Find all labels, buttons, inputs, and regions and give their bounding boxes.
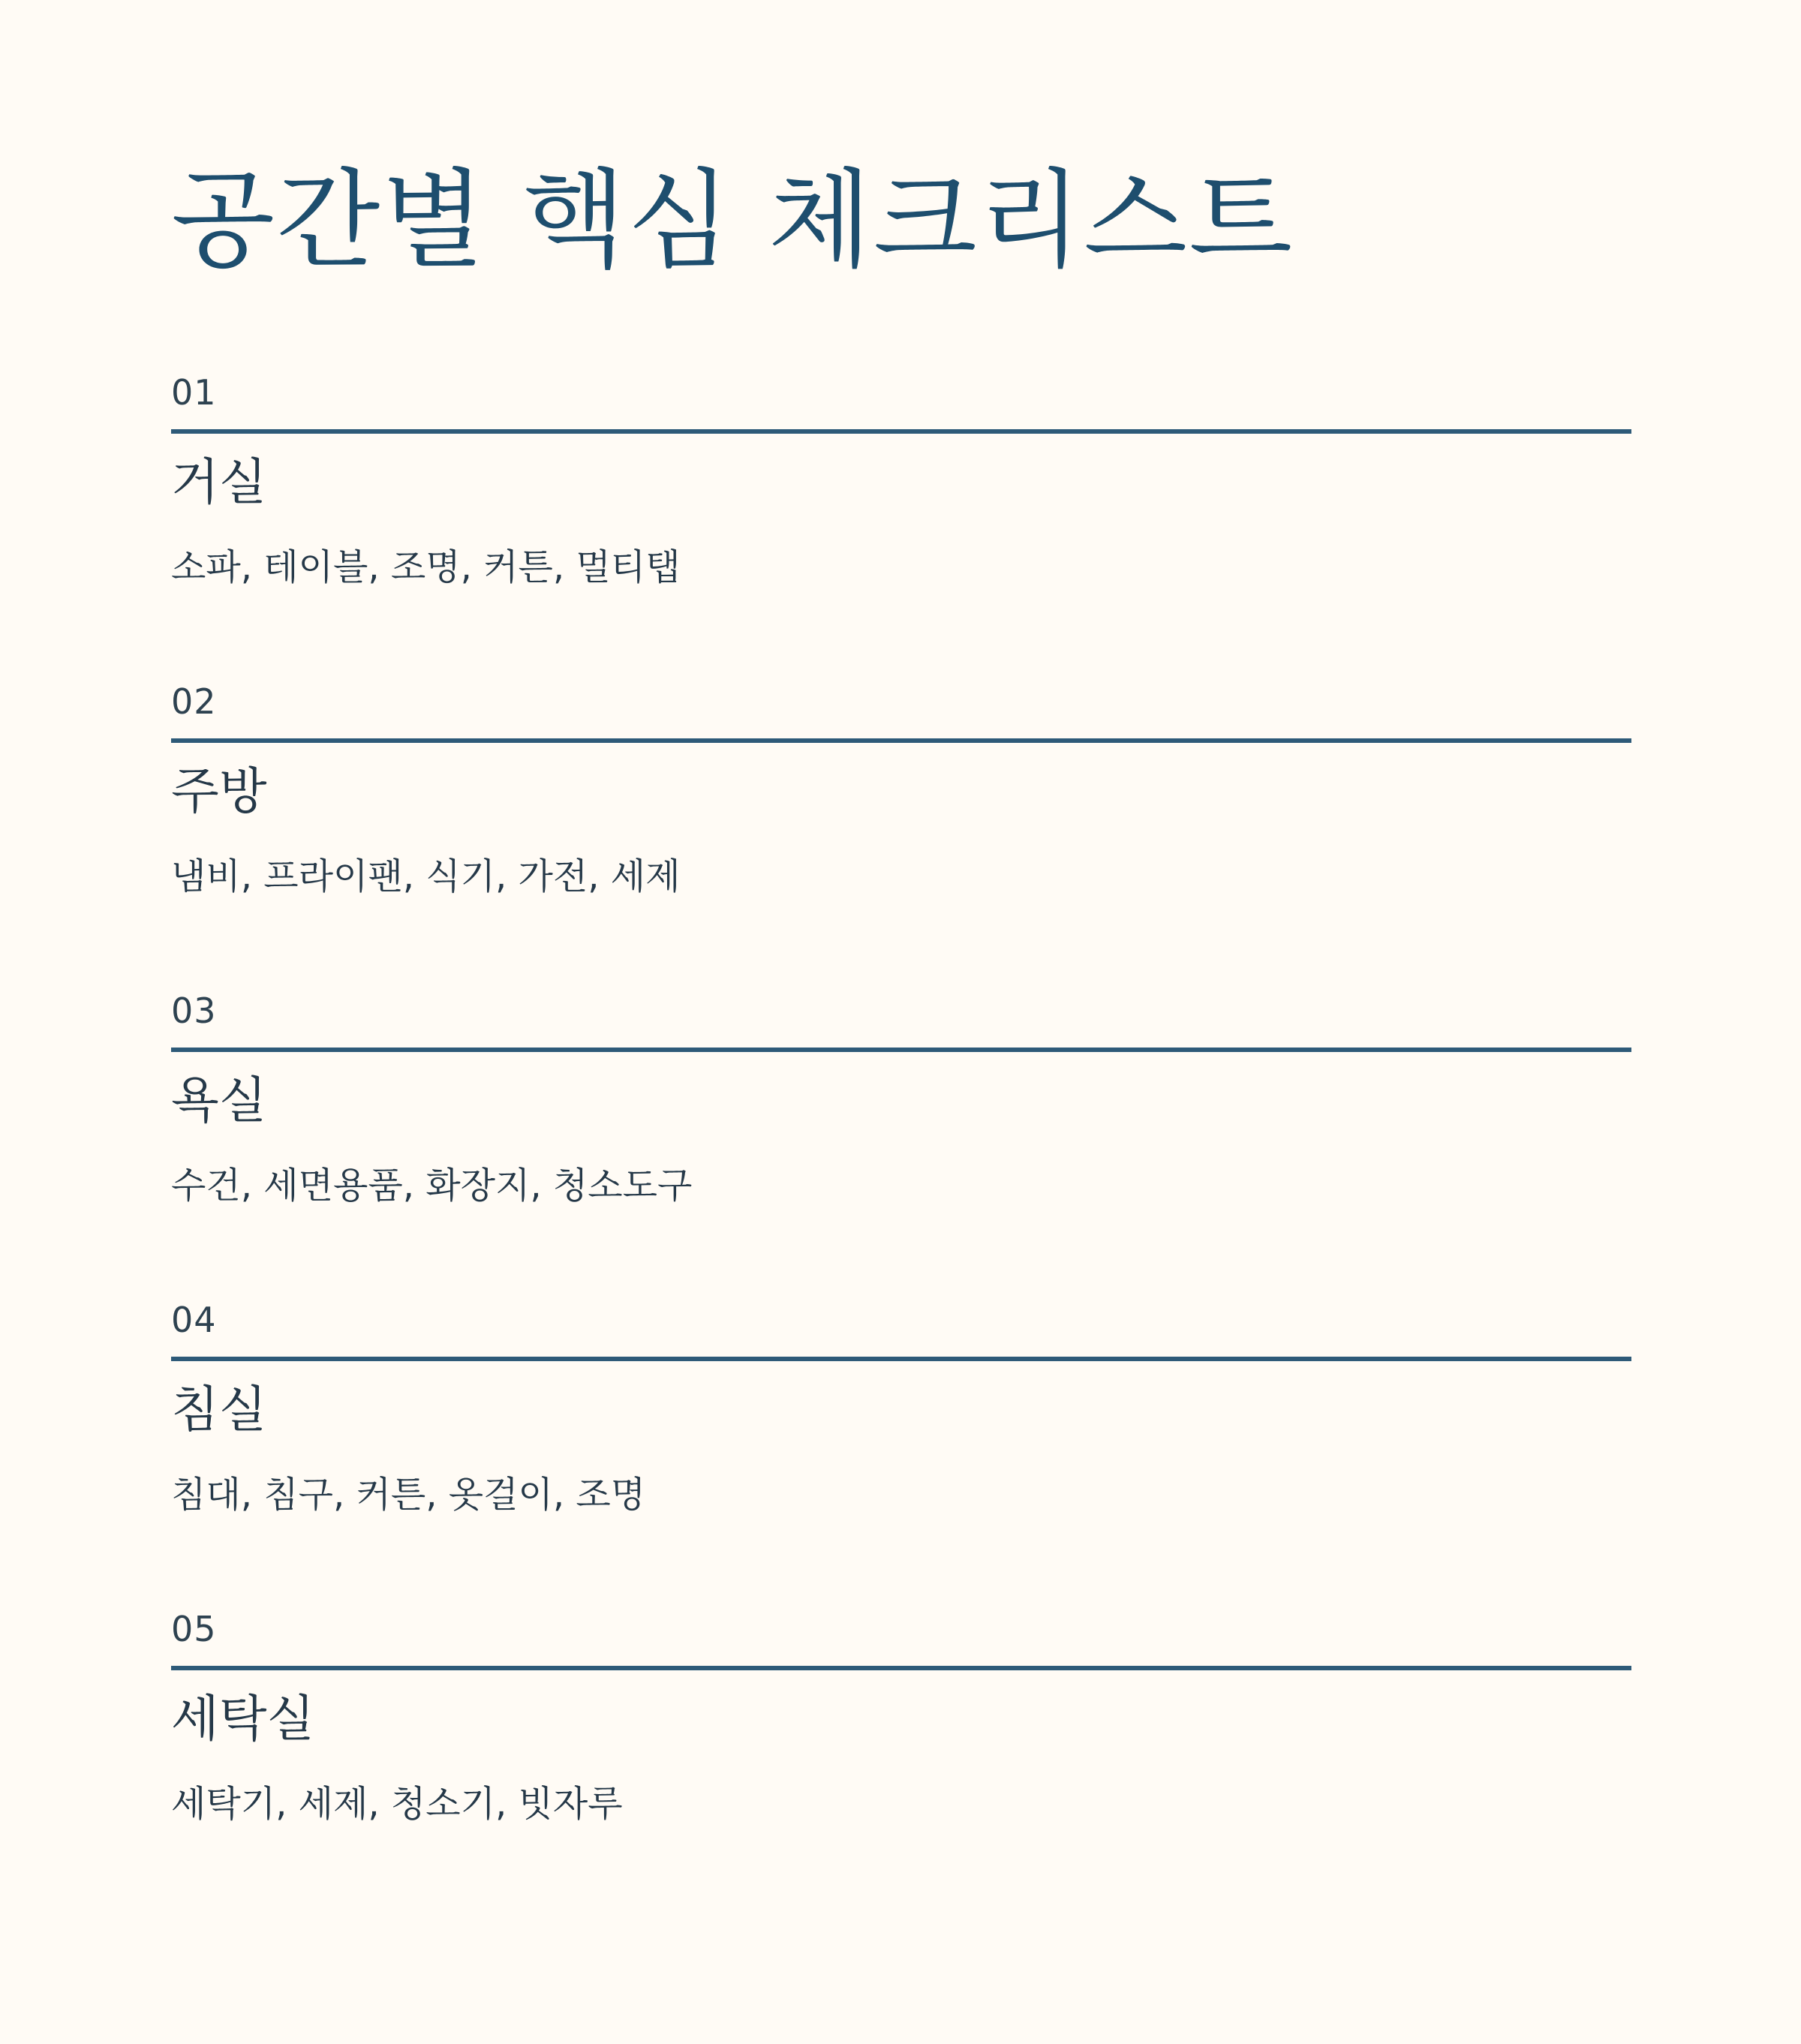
section-items: 소파, 테이블, 조명, 커튼, 멀티탭 (171, 546, 681, 588)
section-items: 수건, 세면용품, 화장지, 청소도구 (171, 1165, 693, 1207)
section-title: 주방 (171, 762, 267, 820)
section-number: 05 (171, 1609, 217, 1649)
page-title: 공간별 핵심 체크리스트 (171, 158, 1294, 283)
section-divider (171, 1666, 1631, 1670)
section-items: 침대, 침구, 커튼, 옷걸이, 조명 (171, 1474, 646, 1516)
section-divider (171, 429, 1631, 434)
section-number: 02 (171, 681, 217, 722)
section-number: 03 (171, 990, 217, 1031)
section-title: 욕실 (171, 1072, 267, 1129)
section-items: 세탁기, 세제, 청소기, 빗자루 (171, 1783, 623, 1825)
section-number: 01 (171, 372, 217, 413)
section-title: 세탁실 (171, 1690, 315, 1748)
section-number: 04 (171, 1300, 217, 1340)
section-divider (171, 1357, 1631, 1361)
section-divider (171, 1048, 1631, 1052)
section-title: 거실 (171, 453, 267, 511)
section-title: 침실 (171, 1381, 267, 1438)
section-items: 냄비, 프라이팬, 식기, 가전, 세제 (171, 855, 681, 897)
section-divider (171, 738, 1631, 743)
